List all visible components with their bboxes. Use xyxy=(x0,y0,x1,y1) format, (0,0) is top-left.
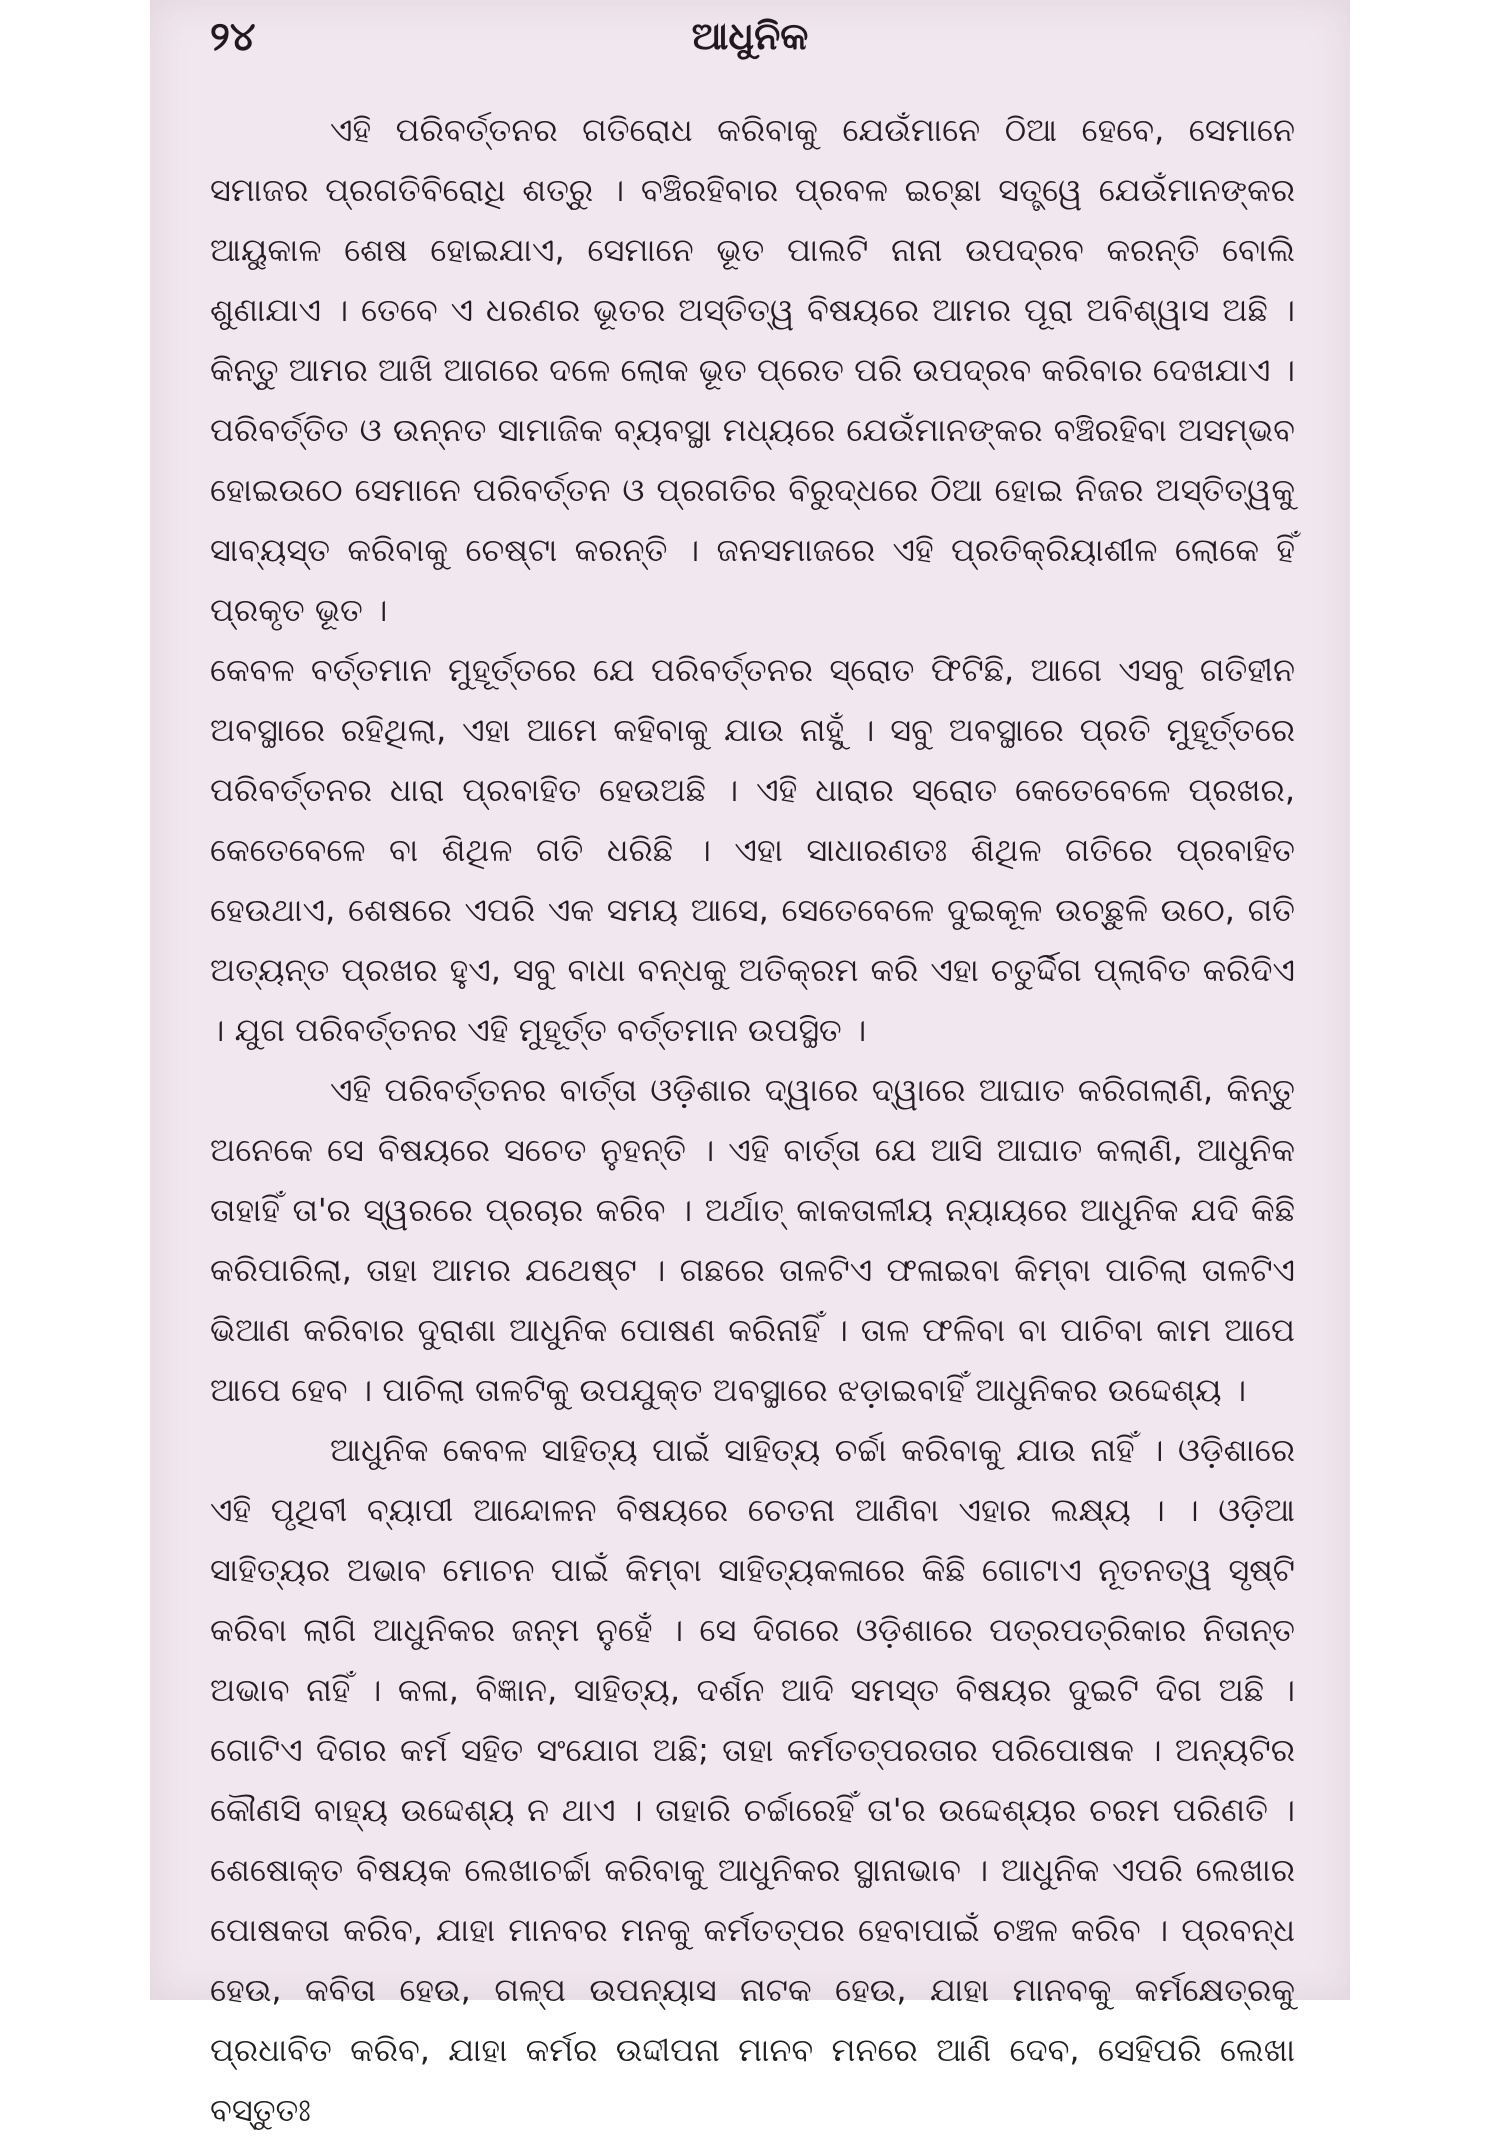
paragraph-3: ଏହି ପରିବର୍ତ୍ତନର ବାର୍ତ୍ତା ଓଡ଼ିଶାର ଦ୍ୱାରେ ଦ୍ୱାରେ ଆଘାତ କରିଗଲାଣି, କିନ୍ତୁ ଅନେକେ ସେ ବିଷୟରେ ସଚେତ ନୁହନ୍ତି । ଏହି ବାର୍ତ୍ତା ଯେ ଆସି ଆଘାତ କଲାଣି, ଆଧୁନିକ ତାହାହିଁ ତା'ର ସ୍ୱରରେ ପ୍ରଚାର କରିବ । ଅର୍ଥାତ୍ କାକତାଳୀୟ ନ୍ୟାୟରେ ଆଧୁନିକ ଯଦି କିଛି କରିପାରିଲା, ତାହା ଆମର ଯଥେଷ୍ଟ । ଗଛରେ ତାଳଟିଏ ଫଳାଇବା କିମ୍ବା ପାଚିଲା ତାଳଟିଏ ଭିଆଣ କରିବାର ଦୁରାଶା ଆଧୁନିକ ପୋଷଣ କରିନାହିଁ । ତାଳ ଫଳିବା ବା ପାଚିବା କାମ ଆପେ ଆପେ ହେବ । ପାଚିଲା ତାଳଟିକୁ ଉପଯୁକ୍ତ ଅବସ୍ଥାରେ ଝଡ଼ାଇବାହିଁ ଆଧୁନିକର ଉଦ୍ଦେଶ୍ୟ । xyxy=(210,1071,1295,1409)
running-title: ଆଧୁନିକ xyxy=(691,14,809,58)
page-number: ୨୪ xyxy=(210,14,256,60)
paragraph-4: ଆଧୁନିକ କେବଳ ସାହିତ୍ୟ ପାଇଁ ସାହିତ୍ୟ ଚର୍ଚ୍ଚା କରିବାକୁ ଯାଉ ନାହିଁ । ଓଡ଼ିଶାରେ ଏହି ପୃଥିବୀ ବ୍ୟାପୀ ଆନ୍ଦୋଳନ ବିଷୟରେ ଚେତନା ଆଣିବା ଏହାର ଲକ୍ଷ୍ୟ । । ଓଡ଼ିଆ ସାହିତ୍ୟର ଅଭାବ ମୋଚନ ପାଇଁ କିମ୍ବା ସାହିତ୍ୟକଳାରେ କିଛି ଗୋଟାଏ ନୂତନତ୍ୱ ସୃଷ୍ଟି କରିବା ଲାଗି ଆଧୁନିକର ଜନ୍ମ ନୁହେଁ । ସେ ଦିଗରେ ଓଡ଼ିଶାରେ ପତ୍ରପତ୍ରିକାର ନିତାନ୍ତ ଅଭାବ ନାହିଁ । କଳା, ବିଜ୍ଞାନ, ସାହିତ୍ୟ, ଦର୍ଶନ ଆଦି ସମସ୍ତ ବିଷୟର ଦୁଇଟି ଦିଗ ଅଛି । ଗୋଟିଏ ଦିଗର କର୍ମ ସହିତ ସଂଯୋଗ ଅଛି; ତାହା କର୍ମତତ୍ପରତାର ପରିପୋଷକ । ଅନ୍ୟଟିର କୌଣସି ବାହ୍ୟ ଉଦ୍ଦେଶ୍ୟ ନ ଥାଏ । ତାହାରି ଚର୍ଚ୍ଚାରେହିଁ ତା'ର ଉଦ୍ଦେଶ୍ୟର ଚରମ ପରିଣତି । ଶେଷୋକ୍ତ ବିଷୟକ ଲେଖାଚର୍ଚ୍ଚା କରିବାକୁ ଆଧୁନିକର ସ୍ଥାନାଭାବ । ଆଧୁନିକ ଏପରି ଲେଖାର ପୋଷକତା କରିବ, ଯାହା ମାନବର ମନକୁ କର୍ମତତ୍ପର ହେବାପାଇଁ ଚଞ୍ଚଳ କରିବ । ପ୍ରବନ୍ଧ ହେଉ, କବିତା ହେଉ, ଗଳ୍ପ ଉପନ୍ୟାସ ନାଟକ ହେଉ, ଯାହା ମାନବକୁ କର୍ମକ୍ଷେତ୍ରକୁ ପ୍ରଧାବିତ କରିବ, ଯାହା କର୍ମର ଉଦ୍ଦୀପନା ମାନବ ମନରେ ଆଣି ଦେବ, ସେହିପରି ଲେଖା ବସ୍ତୁତଃ xyxy=(210,1431,1295,2129)
body-text xyxy=(210,100,1295,2140)
paragraph-2: କେବଳ ବର୍ତ୍ତମାନ ମୁହୂର୍ତ୍ତରେ ଯେ ପରିବର୍ତ୍ତନର ସ୍ରୋତ ଫିଟିଛି, ଆଗେ ଏସବୁ ଗତିହୀନ ଅବସ୍ଥାରେ ରହିଥିଲା, ଏହା ଆମେ କହିବାକୁ ଯାଉ ନାହୁଁ । ସବୁ ଅବସ୍ଥାରେ ପ୍ରତି ମୁହୂର୍ତ୍ତରେ ପରିବର୍ତ୍ତନର ଧାରା ପ୍ରବାହିତ ହେଉଅଛି । ଏହି ଧାରାର ସ୍ରୋତ କେତେବେଳେ ପ୍ରଖର, କେତେବେଳେ ବା ଶିଥିଳ ଗତି ଧରିଛି । ଏହା ସାଧାରଣତଃ ଶିଥିଳ ଗତିରେ ପ୍ରବାହିତ ହେଉଥାଏ, ଶେଷରେ ଏପରି ଏକ ସମୟ ଆସେ, ସେତେବେଳେ ଦୁଇକୂଳ ଉଚ୍ଛୁଳି ଉଠେ, ଗତି ଅତ୍ୟନ୍ତ ପ୍ରଖର ହୁଏ, ସବୁ ବାଧା ବନ୍ଧକୁ ଅତିକ୍ରମ କରି ଏହା ଚତୁର୍ଦ୍ଦିଗ ପ୍ଲାବିତ କରିଦିଏ । ଯୁଗ ପରିବର୍ତ୍ତନର ଏହି ମୁହୂର୍ତ୍ତ ବର୍ତ୍ତମାନ ଉପସ୍ଥିତ । xyxy=(210,651,1295,1049)
page-header xyxy=(210,14,1290,74)
paragraph-1: ଏହି ପରିବର୍ତ୍ତନର ଗତିରୋଧ କରିବାକୁ ଯେଉଁମାନେ ଠିଆ ହେବେ, ସେମାନେ ସମାଜର ପ୍ରଗତିବିରୋଧି ଶତ୍ରୁ । ବଞ୍ଚିରହିବାର ପ୍ରବଳ ଇଚ୍ଛା ସତ୍ତ୍ୱେ ଯେଉଁମାନଙ୍କର ଆୟୁକାଳ ଶେଷ ହୋଇଯାଏ, ସେମାନେ ଭୂତ ପାଲଟି ନାନା ଉପଦ୍ରବ କରନ୍ତି ବୋଲି ଶୁଣାଯାଏ । ତେବେ ଏ ଧରଣର ଭୂତର ଅସ୍ତିତ୍ୱ ବିଷୟରେ ଆମର ପୂରା ଅବିଶ୍ୱାସ ଅଛି । କିନ୍ତୁ ଆମର ଆଖି ଆଗରେ ଦଳେ ଲୋକ ଭୂତ ପ୍ରେତ ପରି ଉପଦ୍ରବ କରିବାର ଦେଖଯାଏ । ପରିବର୍ତ୍ତିତ ଓ ଉନ୍ନତ ସାମାଜିକ ବ୍ୟବସ୍ଥା ମଧ୍ୟରେ ଯେଉଁମାନଙ୍କର ବଞ୍ଚିରହିବା ଅସମ୍ଭବ ହୋଇଉଠେ ସେମାନେ ପରିବର୍ତ୍ତନ ଓ ପ୍ରଗତିର ବିରୁଦ୍ଧରେ ଠିଆ ହୋଇ ନିଜର ଅସ୍ତିତ୍ୱକୁ ସାବ୍ୟସ୍ତ କରିବାକୁ ଚେଷ୍ଟା କରନ୍ତି । ଜନସମାଜରେ ଏହି ପ୍ରତିକ୍ରିୟାଶୀଳ ଲୋକେ ହିଁ ପ୍ରକୃତ ଭୂତ । xyxy=(210,111,1295,629)
